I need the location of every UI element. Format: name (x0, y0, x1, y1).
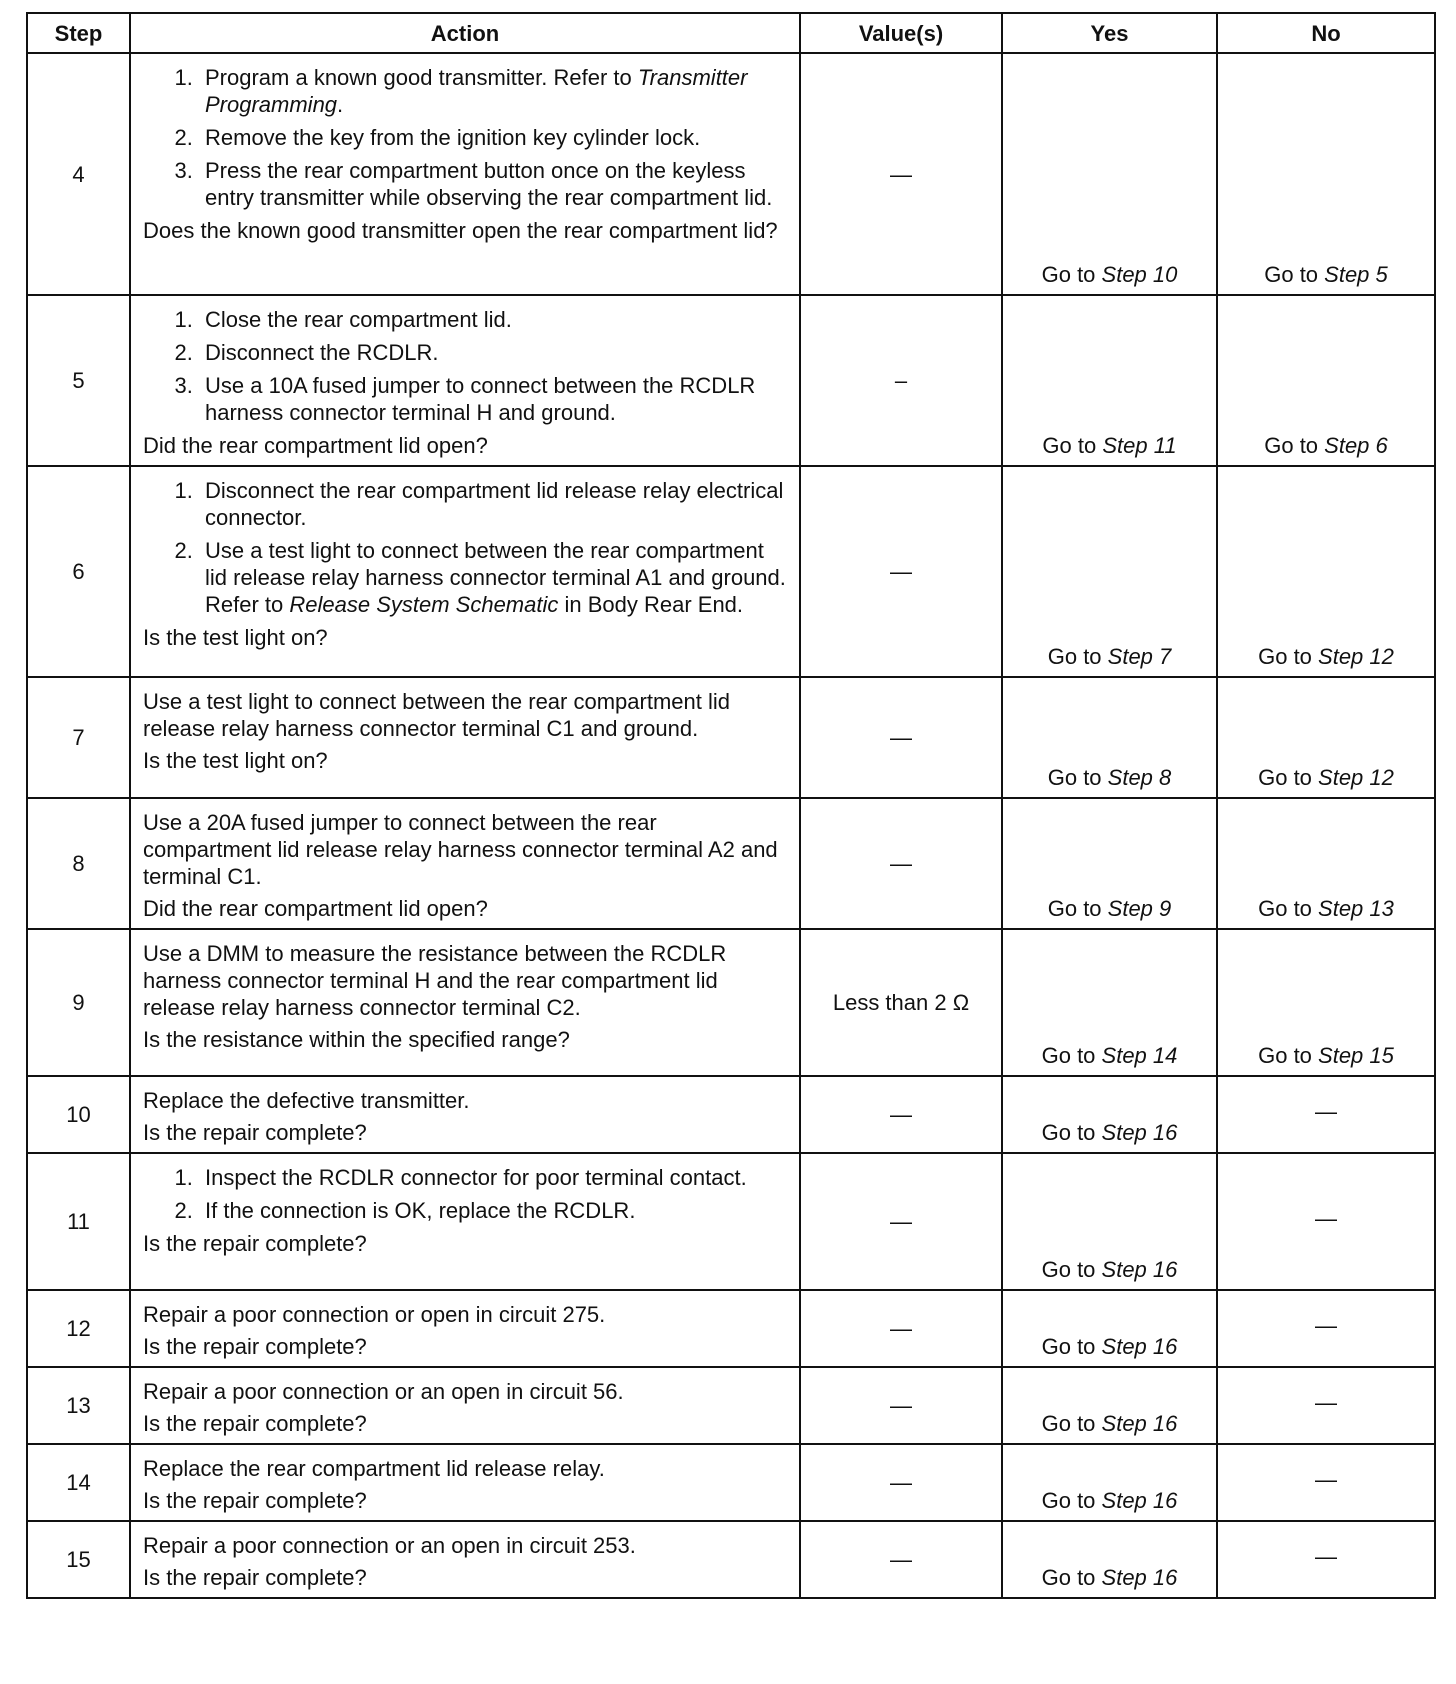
no-cell (1217, 929, 1435, 1076)
yes-cell (1002, 798, 1217, 929)
no-prefix: Go to (1264, 262, 1325, 287)
no-prefix: Go to (1258, 1043, 1319, 1068)
yes-prefix: Go to (1041, 1120, 1102, 1145)
no-cell (1217, 466, 1435, 677)
no-cell (1217, 295, 1435, 466)
no-step-link[interactable]: Step 13 (1318, 896, 1394, 921)
action-question: Does the known good transmitter open the rear compartment lid? (143, 218, 778, 243)
action-cell (130, 1444, 800, 1521)
yes-prefix: Go to (1047, 765, 1108, 790)
yes-prefix: Go to (1041, 1043, 1102, 1068)
yes-step-link[interactable]: Step 11 (1102, 433, 1177, 458)
no-prefix: — (1315, 1467, 1337, 1492)
table-row (27, 929, 1435, 1076)
yes-cell (1002, 1153, 1217, 1290)
value-cell: Less than 2 Ω (800, 929, 1002, 1076)
step-number: 7 (27, 677, 130, 798)
reference-link[interactable]: Transmitter Programming (205, 65, 748, 117)
table-row (27, 1076, 1435, 1153)
no-prefix: Go to (1258, 896, 1319, 921)
step-number: 15 (27, 1521, 130, 1598)
yes-step-link[interactable]: Step 16 (1101, 1257, 1178, 1282)
action-question: Is the repair complete? (143, 1488, 367, 1513)
action-question: Is the repair complete? (143, 1120, 367, 1145)
step-number: 14 (27, 1444, 130, 1521)
action-question: Is the repair complete? (143, 1411, 367, 1436)
action-step-text: Use a 10A fused jumper to connect between the RCDLR harness connector terminal H and ground. (205, 373, 756, 425)
yes-prefix: Go to (1042, 433, 1103, 458)
yes-step-link[interactable]: Step 16 (1101, 1411, 1178, 1436)
action-step-text: Close the rear compartment lid. (205, 307, 512, 332)
value-cell: — (800, 1444, 1002, 1521)
no-prefix: Go to (1258, 644, 1319, 669)
no-step-link[interactable]: Step 15 (1318, 1043, 1394, 1068)
yes-step-link[interactable]: Step 8 (1107, 765, 1172, 790)
step-number: 6 (27, 466, 130, 677)
no-cell (1217, 53, 1435, 295)
yes-prefix: Go to (1041, 1565, 1102, 1590)
yes-cell (1002, 1290, 1217, 1367)
action-step (199, 339, 789, 366)
header-action: Action (130, 13, 800, 53)
table-row (27, 1290, 1435, 1367)
header-step: Step (27, 13, 130, 53)
action-step (199, 372, 789, 426)
action-instruction: Repair a poor connection or an open in circuit 253. (143, 1533, 636, 1558)
action-step (199, 537, 789, 618)
table-row (27, 1153, 1435, 1290)
action-step-text: Press the rear compartment button once on the keyless entry transmitter while observing the rear compartment lid. (205, 158, 773, 210)
step-number: 10 (27, 1076, 130, 1153)
step-number: 11 (27, 1153, 130, 1290)
no-cell (1217, 1153, 1435, 1290)
value-cell: — (800, 677, 1002, 798)
no-prefix: — (1315, 1390, 1337, 1415)
action-step-text-after: . (337, 92, 344, 117)
yes-cell (1002, 1521, 1217, 1598)
action-question: Is the repair complete? (143, 1565, 367, 1590)
no-cell (1217, 1076, 1435, 1153)
action-step-text-after: in Body Rear End. (558, 592, 744, 617)
step-number: 13 (27, 1367, 130, 1444)
yes-step-link[interactable]: Step 16 (1101, 1488, 1178, 1513)
yes-step-link[interactable]: Step 14 (1101, 1043, 1178, 1068)
yes-cell (1002, 466, 1217, 677)
step-number: 9 (27, 929, 130, 1076)
action-question: Did the rear compartment lid open? (143, 896, 488, 921)
action-cell (130, 295, 800, 466)
reference-link[interactable]: Release System Schematic (289, 592, 559, 617)
no-step-link[interactable]: Step 6 (1324, 433, 1388, 458)
value-cell: — (800, 1521, 1002, 1598)
value-cell: — (800, 1367, 1002, 1444)
table-body (27, 53, 1435, 1598)
action-cell (130, 53, 800, 295)
no-step-link[interactable]: Step 12 (1318, 644, 1394, 669)
step-number: 8 (27, 798, 130, 929)
action-steps-list (143, 1164, 789, 1224)
no-step-link[interactable]: Step 5 (1324, 262, 1388, 287)
action-cell (130, 1290, 800, 1367)
table-row (27, 1367, 1435, 1444)
action-instruction: Use a DMM to measure the resistance between the RCDLR harness connector terminal H and the rear compartment lid release relay harness connector terminal C2. (143, 941, 727, 1020)
table-row (27, 798, 1435, 929)
no-prefix: Go to (1258, 765, 1319, 790)
action-step-text: Use a test light to connect between the rear compartment lid release relay harness connector terminal A1 and ground. Refer to (205, 538, 786, 617)
action-question: Is the repair complete? (143, 1334, 367, 1359)
table-row (27, 677, 1435, 798)
action-step (199, 124, 789, 151)
yes-cell (1002, 295, 1217, 466)
table-header (27, 13, 1435, 53)
header-yes: Yes (1002, 13, 1217, 53)
action-question: Is the test light on? (143, 748, 328, 773)
value-cell: — (800, 798, 1002, 929)
header-row (27, 13, 1435, 53)
action-cell (130, 1521, 800, 1598)
action-steps-list (143, 306, 789, 426)
action-question: Is the repair complete? (143, 1231, 367, 1256)
action-question: Did the rear compartment lid open? (143, 433, 488, 458)
no-cell (1217, 1444, 1435, 1521)
yes-cell (1002, 1076, 1217, 1153)
step-number: 12 (27, 1290, 130, 1367)
value-cell: — (800, 1153, 1002, 1290)
action-question: Is the test light on? (143, 625, 328, 650)
yes-prefix: Go to (1041, 262, 1102, 287)
step-number: 5 (27, 295, 130, 466)
diagnostic-table (26, 12, 1436, 1599)
action-step-text: Remove the key from the ignition key cylinder lock. (205, 125, 701, 150)
action-cell (130, 929, 800, 1076)
yes-step-link[interactable]: Step 7 (1107, 644, 1172, 669)
header-values: Value(s) (800, 13, 1002, 53)
action-cell (130, 798, 800, 929)
yes-prefix: Go to (1041, 1257, 1102, 1282)
action-step-text: Disconnect the rear compartment lid release relay electrical connector. (205, 478, 784, 530)
yes-prefix: Go to (1041, 1334, 1102, 1359)
yes-cell (1002, 929, 1217, 1076)
value-cell: — (800, 1290, 1002, 1367)
action-step-text: If the connection is OK, replace the RCDLR. (205, 1198, 636, 1223)
no-cell (1217, 1367, 1435, 1444)
yes-step-link[interactable]: Step 9 (1107, 896, 1172, 921)
action-instruction: Use a 20A fused jumper to connect between the rear compartment lid release relay harness connector terminal A2 and terminal C1. (143, 810, 778, 889)
header-no: No (1217, 13, 1435, 53)
no-prefix: — (1315, 1206, 1337, 1231)
yes-step-link[interactable]: Step 16 (1101, 1565, 1178, 1590)
table-row (27, 1444, 1435, 1521)
yes-prefix: Go to (1047, 896, 1108, 921)
yes-step-link[interactable]: Step 16 (1101, 1334, 1178, 1359)
value-cell: – (800, 295, 1002, 466)
action-question: Is the resistance within the specified range? (143, 1027, 570, 1052)
action-instruction: Repair a poor connection or an open in circuit 56. (143, 1379, 624, 1404)
action-instruction: Replace the rear compartment lid release relay. (143, 1456, 605, 1481)
action-cell (130, 1153, 800, 1290)
yes-step-link[interactable]: Step 16 (1101, 1120, 1178, 1145)
action-cell (130, 1367, 800, 1444)
action-cell (130, 1076, 800, 1153)
action-cell (130, 466, 800, 677)
action-step (199, 157, 789, 211)
no-cell (1217, 1521, 1435, 1598)
yes-cell (1002, 1367, 1217, 1444)
no-cell (1217, 1290, 1435, 1367)
action-cell (130, 677, 800, 798)
no-step-link[interactable]: Step 12 (1318, 765, 1394, 790)
yes-cell (1002, 1444, 1217, 1521)
yes-step-link[interactable]: Step 10 (1101, 262, 1178, 287)
action-instruction: Replace the defective transmitter. (143, 1088, 470, 1113)
action-steps-list (143, 477, 789, 618)
no-prefix: — (1315, 1313, 1337, 1338)
action-instruction: Repair a poor connection or open in circuit 275. (143, 1302, 606, 1327)
action-step (199, 64, 789, 118)
action-step (199, 1164, 789, 1191)
table-row (27, 1521, 1435, 1598)
no-cell (1217, 677, 1435, 798)
no-prefix: Go to (1264, 433, 1325, 458)
yes-prefix: Go to (1047, 644, 1108, 669)
value-cell: — (800, 53, 1002, 295)
table-row (27, 466, 1435, 677)
action-step-text: Inspect the RCDLR connector for poor terminal contact. (205, 1165, 747, 1190)
yes-cell (1002, 53, 1217, 295)
table-row (27, 53, 1435, 295)
no-cell (1217, 798, 1435, 929)
action-step-text: Disconnect the RCDLR. (205, 340, 439, 365)
no-prefix: — (1315, 1544, 1337, 1569)
yes-prefix: Go to (1041, 1411, 1102, 1436)
action-steps-list (143, 64, 789, 211)
action-step (199, 1197, 789, 1224)
table-row (27, 295, 1435, 466)
action-step (199, 306, 789, 333)
action-instruction: Use a test light to connect between the rear compartment lid release relay harness connector terminal C1 and ground. (143, 689, 730, 741)
step-number: 4 (27, 53, 130, 295)
yes-cell (1002, 677, 1217, 798)
no-prefix: — (1315, 1099, 1337, 1124)
value-cell: — (800, 1076, 1002, 1153)
yes-prefix: Go to (1041, 1488, 1102, 1513)
action-step (199, 477, 789, 531)
value-cell: — (800, 466, 1002, 677)
action-step-text: Program a known good transmitter. Refer to (205, 65, 638, 90)
